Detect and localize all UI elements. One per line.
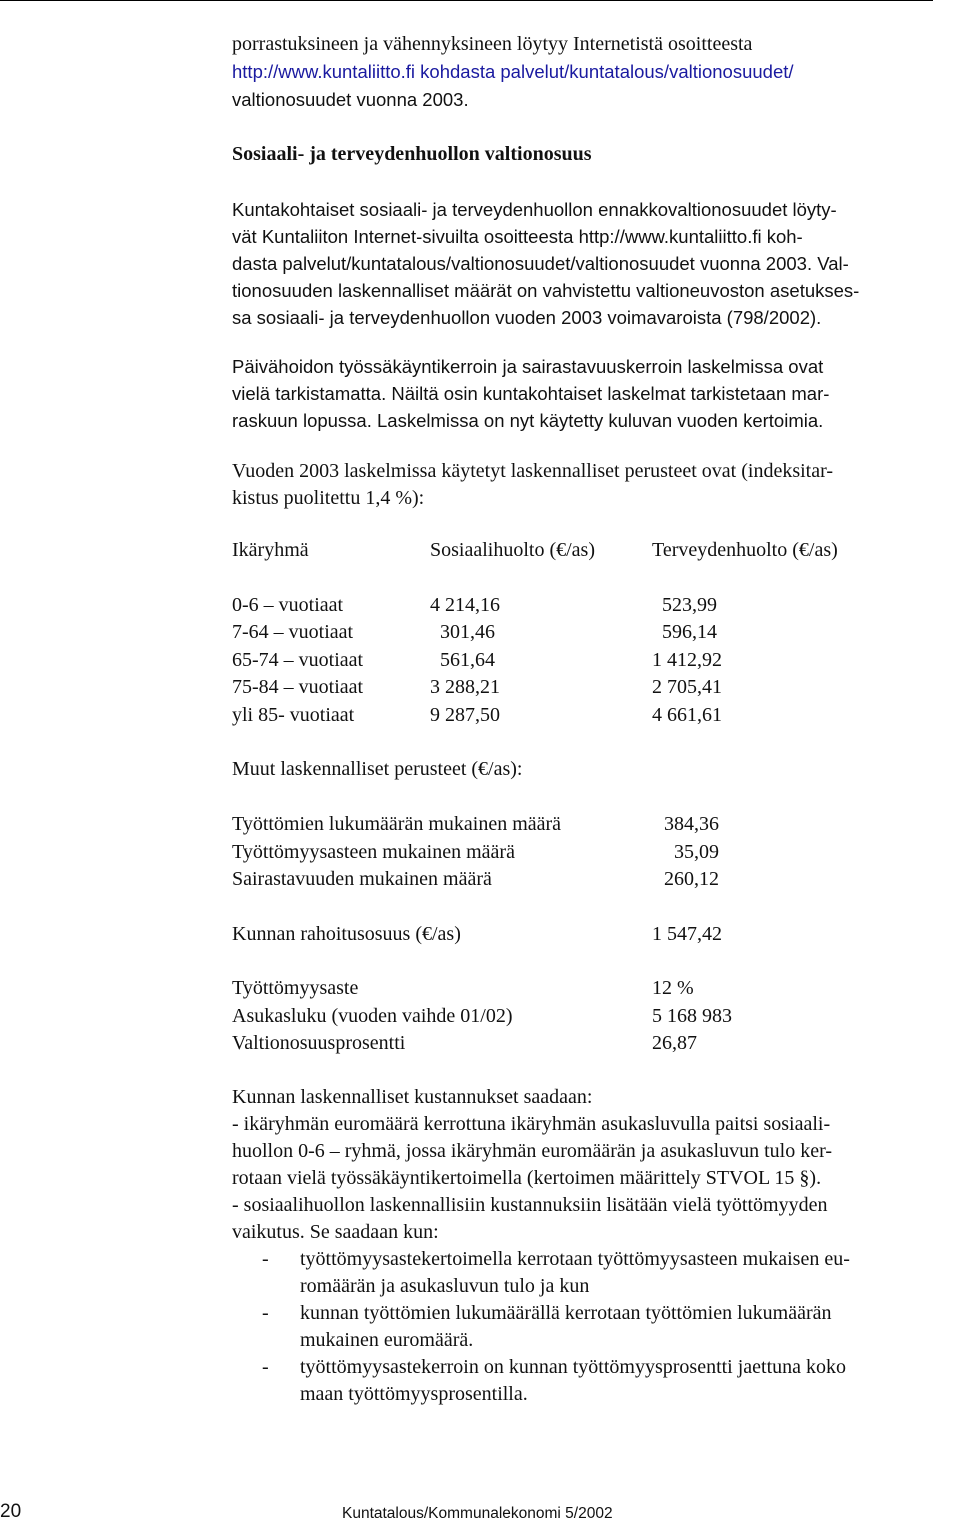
top-rule — [0, 0, 933, 1]
p1-line-3 — [232, 250, 952, 277]
table-row — [232, 674, 838, 702]
bullet-line: mukainen euromäärä. — [300, 1328, 474, 1351]
paragraph-3 — [232, 458, 952, 512]
list-item — [232, 1030, 952, 1058]
bullet-line: kunnan työttömien lukumäärällä kerrotaan työttömien lukumäärän — [300, 1301, 832, 1324]
stat-value: 12 % — [652, 977, 694, 999]
costs-line-4: rotaan vielä työssäkäyntikertoimella (kertoimen määrittely STVOL 15 §). — [232, 1166, 822, 1189]
bullet-line: romäärän ja asukasluvun tulo ja kun — [300, 1274, 590, 1297]
intro-line-1: porrastuksineen ja vähennyksineen löytyy Internetistä osoitteesta — [232, 33, 753, 55]
stat-label: Työttömyysaste — [232, 977, 359, 999]
page-number: 20 — [0, 1501, 22, 1522]
item-value: 260,12 — [664, 868, 719, 890]
age-cell: 65-74 – vuotiaat — [232, 648, 364, 671]
p1-line-1: Kuntakohtaiset sosiaali- ja terveydenhuollon ennakkovaltionosuudet löyty- — [232, 199, 837, 220]
stat-label: Valtionosuusprosentti — [232, 1032, 406, 1054]
item-value: 384,36 — [664, 813, 719, 835]
funding-row — [232, 921, 952, 949]
age-group-table — [232, 537, 838, 729]
list-item — [232, 839, 952, 867]
funding-value: 1 547,42 — [652, 922, 722, 945]
intro-paragraph — [232, 31, 952, 113]
p2-line-1: Päivähoidon työssäkäyntikerroin ja sairastavuuskerroin laskelmissa ovat — [232, 356, 824, 377]
p1-line-2-pre: vät Kuntaliiton Internet-sivuilta osoitteesta — [232, 226, 579, 247]
bullet-dash: - — [262, 1355, 269, 1378]
stat-value: 26,87 — [652, 1032, 697, 1054]
social-value-cell: 301,46 — [430, 621, 495, 643]
list-item — [232, 975, 952, 1003]
table-row — [232, 702, 838, 730]
other-criteria-heading: Muut laskennalliset perusteet (€/as): — [232, 758, 523, 780]
p1-line-2-post: koh- — [761, 226, 803, 247]
social-value-cell: 3 288,21 — [430, 676, 500, 698]
bullet-line: työttömyysastekerroin on kunnan työttömyysprosentti jaettuna koko — [300, 1355, 847, 1378]
p1-line-3-tail: Val- — [812, 253, 849, 274]
p1-line-3-text: dasta palvelut/kuntatalous/valtionosuudet/valtionosuudet vuonna 2003. — [232, 253, 813, 274]
funding-label: Kunnan rahoitusosuus (€/as) — [232, 922, 461, 945]
health-value-cell: 523,99 — [652, 593, 717, 616]
p2-line-2: vielä tarkistamatta. Näiltä osin kuntakohtaiset laskelmat tarkistetaan mar- — [232, 383, 830, 404]
stat-label: Asukasluku (vuoden vaihde 01/02) — [232, 1004, 513, 1027]
intro-line-3: valtionosuudet vuonna 2003. — [232, 89, 469, 110]
page-content — [232, 31, 952, 1408]
social-value-cell: 4 214,16 — [430, 593, 500, 616]
p1-line-2 — [232, 223, 952, 250]
costs-line-3: huollon 0-6 – ryhmä, jossa ikäryhmän euromäärän ja asukasluvun tulo ker- — [232, 1139, 832, 1162]
table-row — [232, 619, 838, 647]
section-heading: Sosiaali- ja terveydenhuollon valtionosuus — [232, 143, 592, 165]
list-item — [232, 1354, 952, 1408]
bullet-dash: - — [262, 1247, 269, 1270]
header-social-care: Sosiaalihuolto (€/as) — [430, 539, 595, 561]
list-item — [232, 1003, 952, 1031]
age-cell: 0-6 – vuotiaat — [232, 593, 344, 616]
costs-paragraph — [232, 1084, 952, 1246]
p2-line-3: raskuun lopussa. Laskelmissa on nyt käytetty kuluvan vuoden kertoimia. — [232, 410, 824, 431]
item-label: Työttömien lukumäärän mukainen määrä — [232, 813, 562, 835]
costs-line-6: vaikutus. Se saadaan kun: — [232, 1220, 439, 1243]
paragraph-1 — [232, 196, 952, 331]
costs-bullet-list — [232, 1246, 952, 1408]
bullet-dash: - — [262, 1301, 269, 1324]
health-value-cell: 1 412,92 — [652, 648, 722, 671]
social-value-cell: 561,64 — [430, 648, 495, 671]
header-age-group: Ikäryhmä — [232, 539, 309, 561]
stats-list — [232, 975, 952, 1058]
age-cell: 75-84 – vuotiaat — [232, 676, 364, 698]
social-value-cell: 9 287,50 — [430, 703, 500, 726]
item-label: Työttömyysasteen mukainen määrä — [232, 840, 515, 863]
p1-line-4: tionosuuden laskennalliset määrät on vahvistettu valtioneuvoston asetukses- — [232, 280, 860, 301]
intro-line-2-rest: kohdasta palvelut/kuntatalous/valtionosuudet/ — [415, 61, 794, 82]
bullet-line: työttömyysastekertoimella kerrotaan työttömyysasteen mukaisen eu- — [300, 1247, 850, 1270]
health-value-cell: 2 705,41 — [652, 676, 722, 698]
bullet-line: maan työttömyysprosentilla. — [300, 1382, 528, 1405]
costs-line-1: Kunnan laskennalliset kustannukset saadaan: — [232, 1085, 593, 1108]
health-value-cell: 4 661,61 — [652, 703, 722, 726]
list-item — [232, 811, 952, 839]
item-value: 35,09 — [664, 840, 719, 863]
p3-line-1: Vuoden 2003 laskelmissa käytetyt laskennalliset perusteet ovat (indeksitar- — [232, 460, 834, 482]
item-label: Sairastavuuden mukainen määrä — [232, 868, 492, 890]
intro-line-2 — [232, 58, 952, 86]
health-value-cell: 596,14 — [652, 621, 717, 643]
list-item — [232, 1246, 952, 1300]
table-row — [232, 592, 838, 620]
p3-line-2: kistus puolitettu 1,4 %): — [232, 487, 425, 509]
list-item — [232, 866, 952, 894]
costs-line-2: - ikäryhmän euromäärä kerrottuna ikäryhmän asukasluvulla paitsi sosiaali- — [232, 1112, 831, 1135]
header-health-care: Terveydenhuolto (€/as) — [652, 539, 838, 561]
age-cell: 7-64 – vuotiaat — [232, 621, 354, 643]
age-cell: yli 85- vuotiaat — [232, 703, 355, 726]
stat-value: 5 168 983 — [652, 1004, 732, 1027]
p1-link[interactable]: http://www.kuntaliitto.fi — [578, 226, 762, 247]
kuntaliitto-link[interactable]: http://www.kuntaliitto.fi — [232, 61, 416, 82]
list-item — [232, 1300, 952, 1354]
table-header-row — [232, 537, 838, 565]
p1-line-5: sa sosiaali- ja terveydenhuollon vuoden 2003 voimavaroista (798/2002). — [232, 307, 822, 328]
magazine-footer: Kuntatalous/Kommunalekonomi 5/2002 — [342, 1505, 613, 1522]
table-row — [232, 647, 838, 675]
paragraph-2 — [232, 353, 952, 434]
costs-line-5: - sosiaalihuollon laskennallisiin kustannuksiin lisätään vielä työttömyyden — [232, 1193, 828, 1216]
other-criteria-list — [232, 811, 952, 894]
